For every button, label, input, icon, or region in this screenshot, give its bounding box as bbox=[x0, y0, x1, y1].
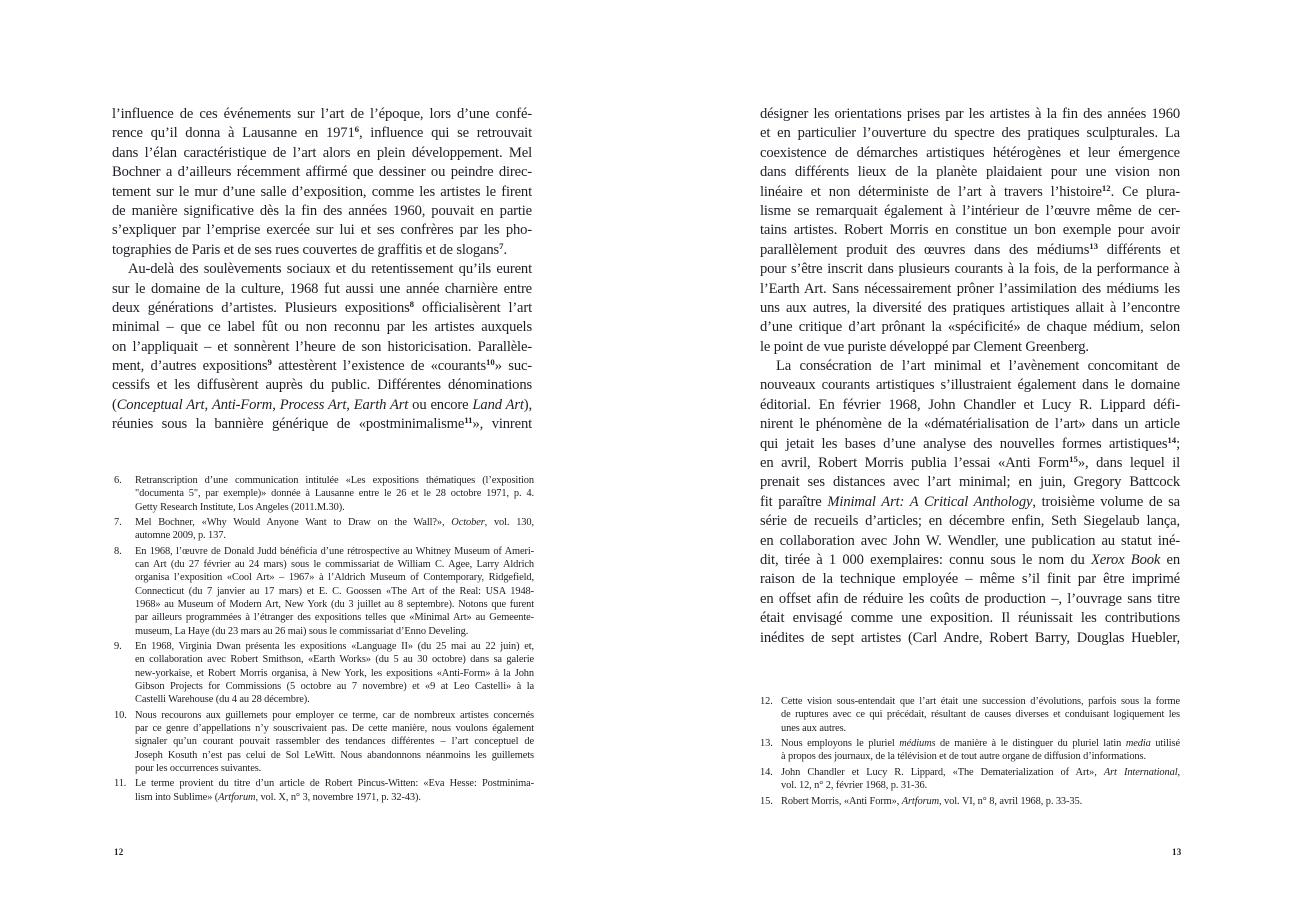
text-run: minimal – que ce label fût ou non reconnu par les artistes auxquels bbox=[112, 319, 532, 336]
text-run: vol. 12, n° 2, février 1968, p. 31-36. bbox=[781, 780, 928, 792]
text-line bbox=[112, 280, 532, 299]
footnote-reference: 14 bbox=[1167, 434, 1177, 445]
text-run: on l’appliquait – et sonnèrent l’heure de son historicisation. Parallèle- bbox=[112, 338, 532, 355]
footnotes bbox=[114, 474, 534, 806]
text-line bbox=[135, 640, 534, 653]
text-run: tographies de Paris et de ses rues couvertes de graffitis et de slogans bbox=[112, 241, 500, 258]
text-line bbox=[135, 791, 534, 804]
text-run: à propos des journaux, de la télévision et de tout autre organe de diffusion d’informations. bbox=[781, 751, 1146, 763]
text-run: ment, d’autres expositions bbox=[112, 358, 268, 375]
text-run: Cette vision sous-entendait que l’art était une succession d’évolutions, parfois sous la forme bbox=[781, 696, 1180, 707]
text-run: en avril, Robert Morris publia l’essai «Anti Form bbox=[760, 455, 1070, 472]
text-run: lism into Sublime» ( bbox=[135, 791, 219, 803]
body-text bbox=[760, 105, 1180, 648]
text-line bbox=[112, 376, 532, 395]
italic-title: October bbox=[451, 517, 485, 529]
paragraph bbox=[112, 105, 532, 260]
text-run: cessifs et les diffusèrent auprès du public. Différentes dénominations bbox=[112, 377, 532, 394]
text-run: . bbox=[503, 241, 507, 258]
italic-title: Minimal Art: A Critical Anthology bbox=[827, 493, 1033, 510]
text-run: pour s’être inscrit dans plusieurs courants à la fois, de la performance à bbox=[760, 261, 1180, 278]
text-line bbox=[760, 163, 1180, 182]
text-line bbox=[781, 695, 1180, 708]
text-line bbox=[760, 512, 1180, 531]
footnote-reference: 6 bbox=[354, 124, 359, 135]
text-line bbox=[135, 516, 534, 529]
text-line bbox=[760, 532, 1180, 551]
footnote-number: 8. bbox=[114, 545, 122, 557]
text-line bbox=[760, 318, 1180, 337]
italic-title: Artforum bbox=[218, 791, 256, 803]
text-run: automne 2009, p. 137. bbox=[135, 530, 226, 542]
text-line bbox=[760, 454, 1180, 473]
text-run: "documenta 5", par exemple)» donnée à Lausanne entre le 26 et le 28 octobre 1971, p. 4. bbox=[135, 488, 534, 500]
text-line bbox=[760, 221, 1180, 240]
italic-title: Process Art bbox=[279, 396, 347, 413]
text-run: tement sur le mur d’une salle d’exposition, comme les artistes le firent bbox=[112, 183, 532, 200]
text-run: Gibson Projects for Commissions (5 octobre au 7 novembre) et «9 at Leo Castelli» à la bbox=[135, 681, 534, 693]
text-run: museum, La Haye (du 23 mars au 26 mai) sous le commissariat d’Enno Develing. bbox=[135, 625, 469, 637]
footnote-number: 15. bbox=[760, 795, 773, 807]
text-run: dit, tirée à 1 000 exemplaires: connu sous le nom du bbox=[760, 551, 1091, 568]
text-line bbox=[112, 260, 532, 279]
text-run: linéaire et non déterministe de l’art à travers l’histoire bbox=[760, 183, 1102, 200]
text-run: dans l’élan caractéristique de l’art alors en plein développement. Mel bbox=[112, 144, 532, 161]
text-line bbox=[135, 571, 534, 584]
footnote bbox=[114, 474, 534, 514]
text-run: ou encore bbox=[408, 396, 473, 413]
text-run: différents et bbox=[1098, 241, 1180, 258]
text-run: signaler qu’un courant pouvait rassembler des tendances différentes – l’art conceptuel de bbox=[135, 736, 534, 748]
text-run: s’expliquer par l’emprise exercée sur lui et ses confrères par les pho- bbox=[112, 222, 532, 239]
footnote bbox=[760, 795, 1180, 808]
italic-title: Xerox Book bbox=[1090, 551, 1161, 568]
footnote bbox=[760, 695, 1180, 735]
footnote-reference: 12 bbox=[1101, 182, 1111, 193]
text-line bbox=[781, 779, 1180, 792]
text-line bbox=[112, 144, 532, 163]
text-run: John Chandler et Lucy R. Lippard, «The Dematerialization of Art», bbox=[781, 766, 1104, 778]
italic-title: Art International bbox=[1103, 766, 1178, 778]
text-run: , bbox=[1177, 766, 1180, 778]
text-run: Getty Research Institute, Los Angeles (2011.M.30). bbox=[135, 501, 345, 513]
text-run: par ce genre d’appellations n’y souscrivaient pas. De cette manière, nous voulons également bbox=[135, 723, 534, 735]
text-line bbox=[112, 105, 532, 124]
text-run: utilisé bbox=[1150, 738, 1181, 750]
text-line bbox=[760, 299, 1180, 318]
text-line bbox=[760, 396, 1180, 415]
text-run: Connecticut (du 7 janvier au 17 mars) et E. C. Goossen «The Art of the Real: USA 1948- bbox=[135, 585, 534, 597]
text-line bbox=[112, 396, 532, 415]
text-run: rence qu’il donna à Lausanne en 1971 bbox=[112, 125, 355, 142]
text-run: 1968» au Museum of Modern Art, New York (du 3 juillet au 8 septembre). Notons que furent bbox=[135, 599, 534, 611]
text-line bbox=[135, 545, 534, 558]
text-run: nouveaux courants artistiques s’illustraient également dans le domaine bbox=[760, 377, 1180, 394]
text-run: deux générations d’artistes. Plusieurs expositions bbox=[112, 299, 410, 316]
text-line bbox=[112, 415, 532, 434]
footnote-number: 11. bbox=[114, 778, 127, 790]
footnote-reference: 9 bbox=[267, 356, 272, 367]
text-run: , vol. X, n° 3, novembre 1971, p. 32-43). bbox=[255, 791, 421, 803]
text-run: fit paraître bbox=[760, 493, 828, 510]
text-line bbox=[112, 299, 532, 318]
text-run: ; bbox=[1176, 435, 1180, 452]
text-run: inédites de sept artistes (Carl Andre, Robert Barry, Douglas Huebler, bbox=[760, 629, 1180, 646]
text-line bbox=[760, 105, 1180, 124]
text-run: en collaboration avec Robert Smithson, «Earth Works» (du 5 au 30 octobre) dans sa galerie bbox=[135, 654, 534, 666]
text-run: éditorial. En février 1968, John Chandler et Lucy R. Lippard défi- bbox=[760, 396, 1180, 413]
text-line bbox=[760, 609, 1180, 628]
text-run: new-yorkaise, et Robert Morris organisa, à New York, les expositions «Anti-Form» à la John bbox=[135, 667, 534, 679]
text-run: , bbox=[272, 396, 280, 413]
text-line bbox=[760, 551, 1180, 570]
text-line bbox=[781, 750, 1180, 763]
text-run: pour les occurrences suivantes. bbox=[135, 762, 262, 774]
text-line bbox=[135, 777, 534, 790]
text-run: » suc- bbox=[494, 358, 533, 375]
text-line bbox=[112, 241, 532, 260]
text-line bbox=[135, 749, 534, 762]
text-run: en collaboration avec John W. Wendler, une publication au statut iné- bbox=[760, 532, 1180, 549]
footnote-reference: 11 bbox=[464, 415, 473, 425]
text-run: Nous employons le pluriel bbox=[781, 738, 900, 750]
paragraph bbox=[112, 260, 532, 435]
footnote-reference: 8 bbox=[409, 298, 415, 309]
text-line bbox=[760, 570, 1180, 589]
text-line bbox=[135, 529, 534, 542]
text-line bbox=[135, 625, 534, 638]
text-line bbox=[760, 144, 1180, 163]
text-run: de manière à le distinguer du pluriel latin bbox=[935, 738, 1126, 750]
text-run: , vol. VI, n° 8, avril 1968, p. 33-35. bbox=[939, 795, 1083, 807]
text-run: qui jetait les bases d’une analyse des nouvelles formes artistiques bbox=[760, 435, 1168, 452]
text-run: Robert Morris, «Anti Form», bbox=[781, 795, 902, 807]
text-run: désigner les orientations prises par les artistes à la fin des années 1960 bbox=[760, 106, 1180, 122]
text-run: . Ce plura- bbox=[1110, 183, 1180, 200]
italic-title: Anti-Form bbox=[211, 396, 273, 413]
text-run: coexistence de démarches artistiques hétérogènes et leur émergence bbox=[760, 144, 1180, 161]
footnote-reference: 13 bbox=[1089, 240, 1098, 251]
text-run: de manière significative dès la fin des années 1960, pouvait en partie bbox=[112, 202, 532, 219]
footnote-reference: 7 bbox=[499, 240, 504, 251]
text-run: dans différents lieux de la planète plaidaient pour une vision non bbox=[760, 164, 1180, 181]
text-run: unes aux autres. bbox=[781, 722, 847, 734]
italic-title: médiums bbox=[899, 738, 936, 750]
text-run: Joseph Kosuth n’est pas celui de Sol LeWitt. Nous abandonnons néanmoins les guillemets bbox=[135, 749, 534, 761]
italic-title: media bbox=[1125, 738, 1151, 750]
text-run: sur le domaine de la culture, 1968 fut aussi une année charnière entre bbox=[112, 280, 532, 297]
text-line bbox=[760, 435, 1180, 454]
text-line bbox=[781, 766, 1180, 779]
text-line bbox=[135, 501, 534, 514]
text-run: Nous recourons aux guillemets pour employer ce terme, car de nombreux artistes concernés bbox=[135, 709, 534, 721]
text-run: Bochner a d’ailleurs récemment affirmé que dessiner ou peindre direc- bbox=[112, 164, 532, 181]
text-run: , vol. 130, bbox=[484, 517, 534, 529]
text-run: Mel Bochner, «Why Would Anyone Want to Draw on the Wall?», bbox=[135, 517, 452, 529]
footnotes bbox=[760, 695, 1180, 810]
text-line bbox=[135, 653, 534, 666]
text-run: l’influence de ces événements sur l’art de l’époque, lors d’une confé- bbox=[112, 106, 532, 122]
text-run: d’une critique d’art prônant la «spécificité» de chaque médium, selon bbox=[760, 319, 1180, 336]
text-line bbox=[135, 693, 534, 706]
footnote bbox=[114, 777, 534, 804]
text-run: réunies sous la bannière générique de «postminimalisme bbox=[112, 416, 465, 433]
text-line bbox=[781, 737, 1180, 750]
text-line bbox=[781, 708, 1180, 721]
text-run: et en particulier l’ouverture du spectre des pratiques sculpturales. La bbox=[760, 125, 1180, 142]
text-line bbox=[112, 183, 532, 202]
text-run: , troisième volume de sa bbox=[1032, 493, 1181, 510]
text-line bbox=[135, 598, 534, 611]
text-line bbox=[760, 241, 1180, 260]
text-line bbox=[760, 202, 1180, 221]
text-line bbox=[112, 124, 532, 143]
text-run: Castelli Warehouse (du 4 au 28 décembre). bbox=[135, 694, 310, 706]
footnote bbox=[114, 640, 534, 706]
text-line bbox=[135, 474, 534, 487]
footnote-number: 7. bbox=[114, 517, 122, 529]
text-run: En 1968, l’œuvre de Donald Judd bénéficia d’une rétrospective au Whitney Museum of Ameri- bbox=[135, 545, 534, 557]
text-run: officialisèrent l’art bbox=[414, 299, 532, 316]
text-run: attestèrent l’existence de «courants bbox=[271, 358, 487, 375]
footnote-number: 10. bbox=[114, 709, 127, 721]
text-line bbox=[760, 280, 1180, 299]
text-run: de ruptures avec ce qui précédait, résultant de causes diverses et conduisant logiquement les bbox=[781, 709, 1180, 721]
text-run: tains artistes. Robert Morris en constitue un bon exemple pour avoir bbox=[760, 222, 1180, 239]
text-line bbox=[760, 124, 1180, 143]
text-run: prenait ses distances avec l’art minimal; en juin, Gregory Battcock bbox=[760, 474, 1180, 491]
page-number: 13 bbox=[1172, 847, 1182, 857]
text-line bbox=[112, 318, 532, 337]
text-line bbox=[760, 357, 1180, 376]
text-run: », dans lequel il bbox=[1077, 455, 1181, 472]
footnote-number: 13. bbox=[760, 738, 773, 750]
footnote bbox=[114, 545, 534, 638]
text-line bbox=[135, 735, 534, 748]
text-run: La consécration de l’art minimal et l’avènement concomitant de bbox=[776, 358, 1180, 375]
text-run: organisa l’exposition «Cool Art» – 1967» à l’Aldrich Museum of Contemporary, Ridgefield, bbox=[135, 572, 534, 584]
text-run: ( bbox=[112, 396, 117, 413]
footnote-number: 9. bbox=[114, 641, 122, 653]
text-line bbox=[112, 357, 532, 376]
text-run: était envisagé comme une exposition. Il réunissait les contributions bbox=[760, 610, 1180, 627]
footnote bbox=[760, 766, 1180, 793]
text-run: uns aux autres, la diversité des pratiques artistiques allait à l’encontre bbox=[760, 299, 1180, 316]
footnote-number: 14. bbox=[760, 766, 773, 778]
text-line bbox=[112, 202, 532, 221]
text-line bbox=[760, 338, 1180, 357]
text-run: can Art (du 27 février au 24 mars) sous le commissariat de William C. Agee, Larry Aldrich bbox=[135, 559, 534, 571]
text-run: le point de vue puriste développé par Clement Greenberg. bbox=[760, 338, 1089, 355]
text-run: par ailleurs programmées à l’étranger des expositions telles que «Minimal Art» au Gemeente- bbox=[135, 612, 534, 624]
text-line bbox=[781, 795, 1180, 808]
text-run: En 1968, Virginia Dwan présenta les expositions «Language II» (du 25 mai au 22 juin) et, bbox=[135, 641, 534, 653]
text-line bbox=[112, 221, 532, 240]
text-line bbox=[135, 558, 534, 571]
text-line bbox=[760, 590, 1180, 609]
italic-title: Artforum bbox=[901, 795, 940, 807]
text-run: , bbox=[346, 396, 354, 413]
text-run: Retranscription d’une communication intitulée «Les expositions thématiques (l’exposition bbox=[135, 475, 534, 486]
text-run: parallèlement produit des œuvres dans des médiums bbox=[760, 241, 1090, 258]
footnote-number: 12. bbox=[760, 696, 773, 707]
text-line bbox=[135, 722, 534, 735]
footnote bbox=[114, 516, 534, 543]
text-run: lisme se remarquait également à l’intérieur de l’œuvre même de cer- bbox=[760, 202, 1180, 219]
footnote bbox=[114, 709, 534, 775]
page-number: 12 bbox=[114, 847, 124, 857]
text-run: l’Earth Art. Sans nécessairement prôner l’assimilation des médiums les bbox=[760, 280, 1180, 297]
text-line bbox=[135, 709, 534, 722]
text-run: raison de la technique employée – même s’il finit par être imprimé bbox=[760, 571, 1180, 588]
text-line bbox=[135, 611, 534, 624]
footnote-reference: 15 bbox=[1069, 453, 1078, 464]
italic-title: Conceptual Art bbox=[116, 396, 205, 413]
text-line bbox=[135, 680, 534, 693]
footnote-reference: 10 bbox=[486, 356, 495, 367]
text-line bbox=[112, 338, 532, 357]
text-line bbox=[760, 415, 1180, 434]
text-line bbox=[135, 487, 534, 500]
text-run: Le terme provient du titre d’un article de Robert Pincus-Witten: «Eva Hesse: Postminima- bbox=[135, 778, 534, 790]
text-line bbox=[135, 585, 534, 598]
italic-title: Land Art bbox=[472, 396, 524, 413]
text-run: en offset afin de réduire les coûts de production –, l’ouvrage sans titre bbox=[760, 590, 1180, 607]
text-line bbox=[135, 762, 534, 775]
paragraph bbox=[760, 357, 1180, 648]
text-run: série de recueils d’articles; en décembre enfin, Seth Siegelaub lança, bbox=[760, 513, 1180, 530]
text-run: ), bbox=[523, 396, 533, 413]
text-line bbox=[760, 629, 1180, 648]
text-line bbox=[760, 473, 1180, 492]
text-line bbox=[760, 183, 1180, 202]
text-run: », vinrent bbox=[472, 416, 533, 433]
paragraph bbox=[760, 105, 1180, 357]
body-text bbox=[112, 105, 532, 435]
footnote bbox=[760, 737, 1180, 764]
text-line bbox=[760, 260, 1180, 279]
right-page bbox=[647, 0, 1294, 913]
text-run: nirent le phénomène de la «dématérialisation de l’art» dans un article bbox=[760, 416, 1180, 433]
text-line bbox=[112, 163, 532, 182]
text-line bbox=[135, 667, 534, 680]
text-run: Au-delà des soulèvements sociaux et du retentissement qu’ils eurent bbox=[128, 261, 532, 278]
text-line bbox=[760, 493, 1180, 512]
text-run: , bbox=[204, 396, 212, 413]
footnote-number: 6. bbox=[114, 475, 122, 486]
italic-title: Earth Art bbox=[353, 396, 409, 413]
text-run: en bbox=[1160, 551, 1180, 568]
text-line bbox=[781, 722, 1180, 735]
text-run: , influence qui se retrouvait bbox=[358, 125, 532, 142]
text-line bbox=[760, 376, 1180, 395]
